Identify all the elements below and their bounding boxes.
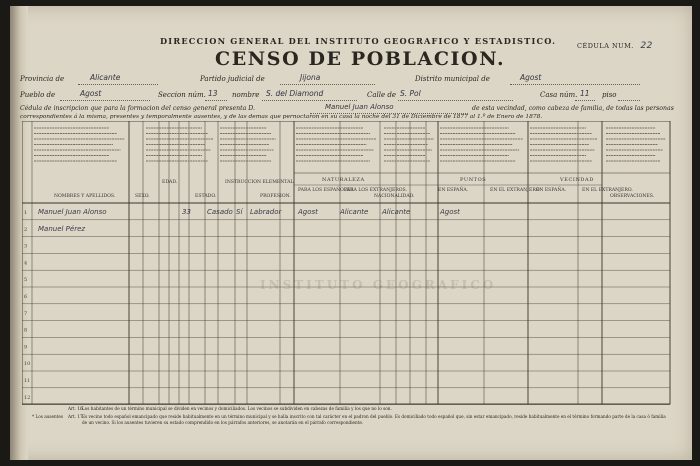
row-number: 10 (24, 361, 31, 368)
col-header-nacionalidad: NACIONALIDAD. (374, 194, 415, 199)
row-number: 5 (24, 277, 28, 284)
piso-line (618, 100, 640, 101)
provincia-line (78, 84, 158, 85)
col-header-names: NOMBRES Y APELLIDOS. (54, 194, 116, 199)
col-header-observaciones: OBSERVACIONES. (610, 194, 655, 199)
col-header-instruccion: INSTRUCCION ELEMENTAL. (225, 180, 295, 185)
distrito-value: Agost (520, 73, 542, 82)
row-number: 1 (24, 210, 28, 216)
pueblo-value: Agost (80, 89, 102, 98)
partido-value: Jijona (300, 73, 321, 82)
group-header-naturaleza: NATURALEZA (322, 177, 365, 183)
head-of-family-name: Manuel Juan Alonso (325, 103, 394, 111)
footnote-art16-label: Art. 16. (68, 406, 85, 411)
row-number: 2 (24, 226, 28, 233)
subheader-puntos-espana: EN ESPAÑA. (438, 188, 469, 193)
census-sheet (10, 6, 692, 460)
person-profesion: Labrador (250, 208, 282, 216)
cedula-label: CÉDULA NUM. (577, 42, 634, 50)
col-header-estado: ESTADO. (195, 194, 217, 199)
provincia-label: Provincia de (20, 75, 65, 83)
row-number: 9 (24, 344, 28, 351)
distrito-line (510, 84, 640, 85)
census-grid (22, 121, 672, 411)
nombre-value: S. del Diamond (266, 89, 324, 98)
person-naturaleza: Agost (298, 208, 318, 216)
nombre-label: nombre (232, 91, 260, 99)
grid-border (22, 121, 670, 404)
col-header-profesion: PROFESION. (260, 194, 291, 199)
row-number: 4 (24, 260, 28, 267)
row-number: 12 (24, 394, 31, 401)
nombre-line (262, 100, 357, 101)
calle-value: S. Pol (400, 89, 421, 98)
person-residencia: Agost (440, 208, 460, 216)
page-title: CENSO DE POBLACION. (215, 48, 506, 70)
group-header-puntos: PUNTOS (460, 177, 487, 183)
subheader-naturaleza-extranjeros: PARA LOS EXTRANJEROS. (344, 188, 407, 193)
person-estado: Casado (207, 208, 233, 216)
person-provincia: Alicante (340, 208, 369, 216)
row-number: 3 (24, 243, 28, 250)
watermark: INSTITUTO GEOGRAFICO (260, 278, 497, 292)
partido-line (280, 84, 375, 85)
calle-label: Calle de (367, 91, 396, 99)
person-name: Manuel Pérez (38, 224, 86, 233)
provincia-value: Alicante (90, 73, 121, 82)
seccion-value: 13 (208, 89, 218, 98)
casa-value: 11 (580, 89, 590, 98)
subheader-vecindad-espana: EN ESPAÑA. (536, 188, 567, 193)
cedula-value: 22 (640, 41, 653, 51)
row-number: 8 (24, 327, 28, 334)
person-instruccion: Sí (236, 208, 243, 216)
declaration-line2: correspondientes á la misma, presentes y temporalmente ausentes, y de las demas que pernoctaron en su casa la noche del 31 de Diciembre de 1877 al 1.º de Enero de 1878. (20, 114, 543, 120)
col-header-edad: EDAD. (162, 180, 178, 185)
pueblo-label: Pueblo de (20, 91, 56, 99)
casa-line (575, 100, 595, 101)
cedula-number (577, 41, 653, 51)
subheader-vecindad-extranjero: EN EL EXTRANJERO. (582, 188, 633, 193)
footnote-art17-label: Art. 17. (68, 414, 85, 419)
partido-label: Partido judicial de (200, 75, 265, 83)
person-age: 33 (182, 208, 191, 216)
subheader-naturaleza-espanoles: PARA LOS ESPAÑOLES. (298, 188, 355, 193)
person-name: Manuel Juan Alonso (38, 208, 107, 216)
census-rows (24, 208, 460, 401)
declaration-intro: Cédula de inscripcion que para la formacion del censo general presenta D. (20, 105, 255, 112)
seccion-label: Seccion núm. (158, 91, 206, 99)
grid-columns (32, 121, 602, 404)
row-number: 11 (24, 378, 31, 384)
seccion-line (205, 100, 227, 101)
col-header-sexo: SEXO. (135, 194, 150, 199)
calle-line (398, 100, 513, 101)
declaration-line1-tail: de esta vecindad, como cabeza de familia, de todas las personas (472, 105, 674, 112)
casa-label: Casa núm. (540, 91, 578, 99)
footnote-art17: Es vecino todo español emancipado que reside habitualmente en un término municipal y se halla inscrito con tal carácter en el padron del pueblo. Es domiciliado todo español que, sin estar emancipado, reside habitualmente en el término formando parte de la casa ó familia de un vecino. Si los ausentes tuvieren su estado comprendido en los párrafos anteriores, se anotarán en el párrafo correspondiente. (82, 414, 666, 425)
group-header-vecindad: VECINDAD (560, 177, 594, 183)
pueblo-line (60, 100, 150, 101)
piso-label: piso (602, 91, 617, 99)
footnote-art16: Los habitantes de un término municipal se dividen en vecinos y domiciliados. Los vecinos se subdividen en cabezas de familia y los que no lo son. (82, 406, 392, 411)
subheader-puntos-extranjero: EN EL EXTRANJERO. (490, 188, 541, 193)
row-number: 6 (24, 294, 28, 300)
institution-heading: DIRECCION GENERAL DEL INSTITUTO GEOGRAFICO Y ESTADISTICO. (160, 36, 557, 46)
footnote-marker: * Los ausentes (32, 414, 64, 419)
person-nacionalidad: Alicante (382, 208, 411, 216)
distrito-label: Distrito municipal de (415, 75, 490, 83)
row-number: 7 (24, 310, 28, 317)
